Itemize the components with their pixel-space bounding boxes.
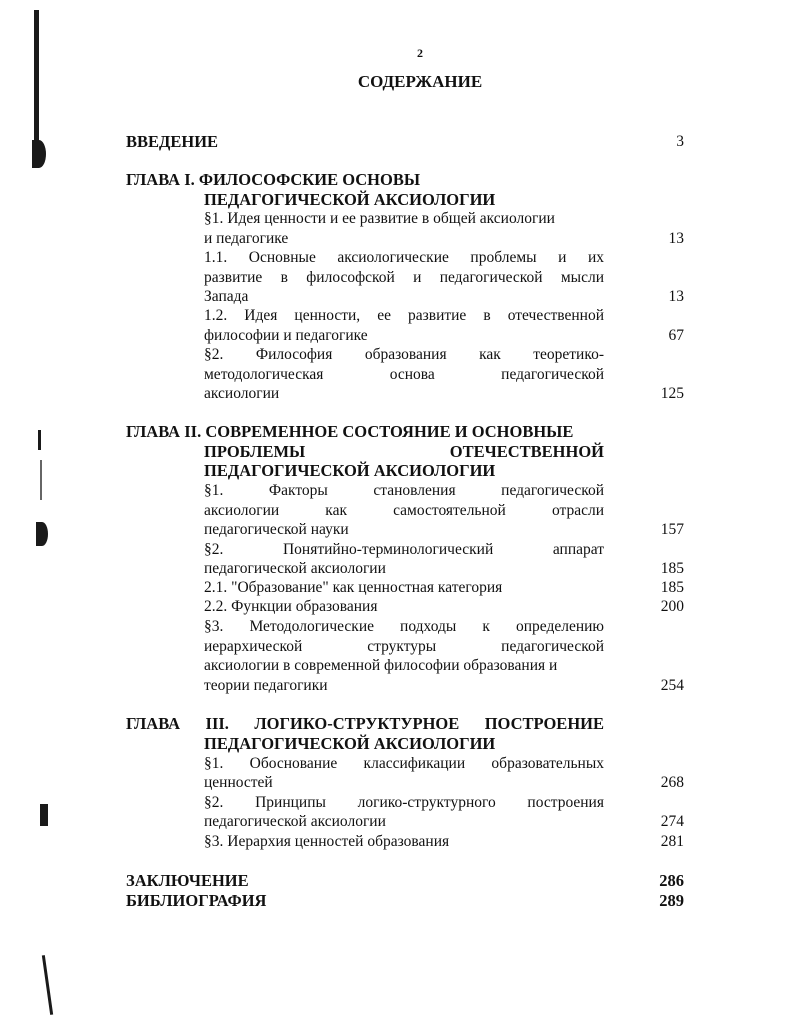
toc-entry-line: педагогической аксиологии xyxy=(204,560,386,577)
toc-entry-line: педагогической науки xyxy=(204,521,349,538)
toc-entry-line: аксиологии как самостоятельной отрасли xyxy=(204,502,604,519)
toc-entry-line: философии и педагогике xyxy=(204,327,368,344)
toc-page: 13 xyxy=(668,230,684,247)
toc-entry-line: иерархической структуры педагогической xyxy=(204,638,604,655)
toc-page-bibliography: 289 xyxy=(659,891,684,910)
scan-margin-blob xyxy=(32,140,46,168)
toc-page: 281 xyxy=(660,833,684,850)
toc-entry-line: методологическая основа педагогической xyxy=(204,366,604,383)
chapter-3-heading-cont: ПЕДАГОГИЧЕСКОЙ АКСИОЛОГИИ xyxy=(204,734,496,753)
scan-margin-tick xyxy=(38,430,41,450)
toc-entry-line: §2. Понятийно-терминологический аппарат xyxy=(204,541,604,558)
toc-entry-line: 1.2. Идея ценности, ее развитие в отечественной xyxy=(204,307,604,324)
toc-page: 13 xyxy=(668,288,684,305)
toc-entry-line: §1. Идея ценности и ее развитие в общей аксиологии xyxy=(204,210,555,227)
toc-page: 185 xyxy=(660,579,684,596)
toc-entry-line: 2.2. Функции образования xyxy=(204,598,378,615)
chapter-2-heading: ГЛАВА II. СОВРЕМЕННОЕ СОСТОЯНИЕ И ОСНОВНЫЕ xyxy=(126,422,574,441)
toc-entry-line: 1.1. Основные аксиологические проблемы и их xyxy=(204,249,604,266)
chapter-2-heading-cont: ПЕДАГОГИЧЕСКОЙ АКСИОЛОГИИ xyxy=(204,461,496,480)
scan-margin-line xyxy=(42,955,53,1015)
toc-entry-intro: ВВЕДЕНИЕ xyxy=(126,132,219,151)
toc-entry-line: развитие в философской и педагогической мысли xyxy=(204,269,604,286)
toc-entry-line: педагогической аксиологии xyxy=(204,813,386,830)
toc-entry-bibliography: БИБЛИОГРАФИЯ xyxy=(126,891,267,910)
toc-entry-line: теории педагогики xyxy=(204,677,328,694)
toc-entry-line: §1. Факторы становления педагогической xyxy=(204,482,604,499)
toc-page: 125 xyxy=(660,385,684,402)
toc-entry-line: §3. Методологические подходы к определению xyxy=(204,618,604,635)
toc-entry-line: §3. Иерархия ценностей образования xyxy=(204,833,450,850)
toc-entry-line: аксиологии в современной философии образования и xyxy=(204,657,558,674)
toc-entry-line: и педагогике xyxy=(204,230,289,247)
toc-page: 67 xyxy=(668,327,684,344)
toc-entry-line: §2. Принципы логико-структурного построения xyxy=(204,794,604,811)
toc-entry-line: аксиологии xyxy=(204,385,280,402)
chapter-2-heading-cont: ПРОБЛЕМЫ ОТЕЧЕСТВЕННОЙ xyxy=(204,442,604,461)
chapter-1-heading: ГЛАВА I. ФИЛОСОФСКИЕ ОСНОВЫ xyxy=(126,170,421,189)
toc-page: 200 xyxy=(660,598,684,615)
toc-page: 157 xyxy=(660,521,684,538)
toc-page: 274 xyxy=(660,813,684,830)
toc-entry-line: §2. Философия образования как теоретико- xyxy=(204,346,604,363)
toc-page-conclusion: 286 xyxy=(659,871,684,890)
scan-margin-tick xyxy=(40,460,42,500)
page-number: 2 xyxy=(417,46,423,60)
toc-title: СОДЕРЖАНИЕ xyxy=(357,72,483,91)
scan-margin-blob xyxy=(36,522,48,546)
toc-entry-line: Запада xyxy=(204,288,249,305)
toc-entry-line: 2.1. "Образование" как ценностная категория xyxy=(204,579,503,596)
chapter-1-heading-cont: ПЕДАГОГИЧЕСКОЙ АКСИОЛОГИИ xyxy=(204,190,496,209)
toc-page-intro: 3 xyxy=(676,133,684,150)
toc-page: 185 xyxy=(660,560,684,577)
toc-entry-line: §1. Обоснование классификации образовательных xyxy=(204,755,604,772)
chapter-3-heading: ГЛАВА III. ЛОГИКО-СТРУКТУРНОЕ ПОСТРОЕНИЕ xyxy=(126,714,604,733)
toc-entry-conclusion: ЗАКЛЮЧЕНИЕ xyxy=(126,871,249,890)
scan-margin-blob xyxy=(40,804,48,826)
toc-entry-line: ценностей xyxy=(204,774,273,791)
toc-page: 254 xyxy=(660,677,684,694)
toc-page: 268 xyxy=(660,774,684,791)
